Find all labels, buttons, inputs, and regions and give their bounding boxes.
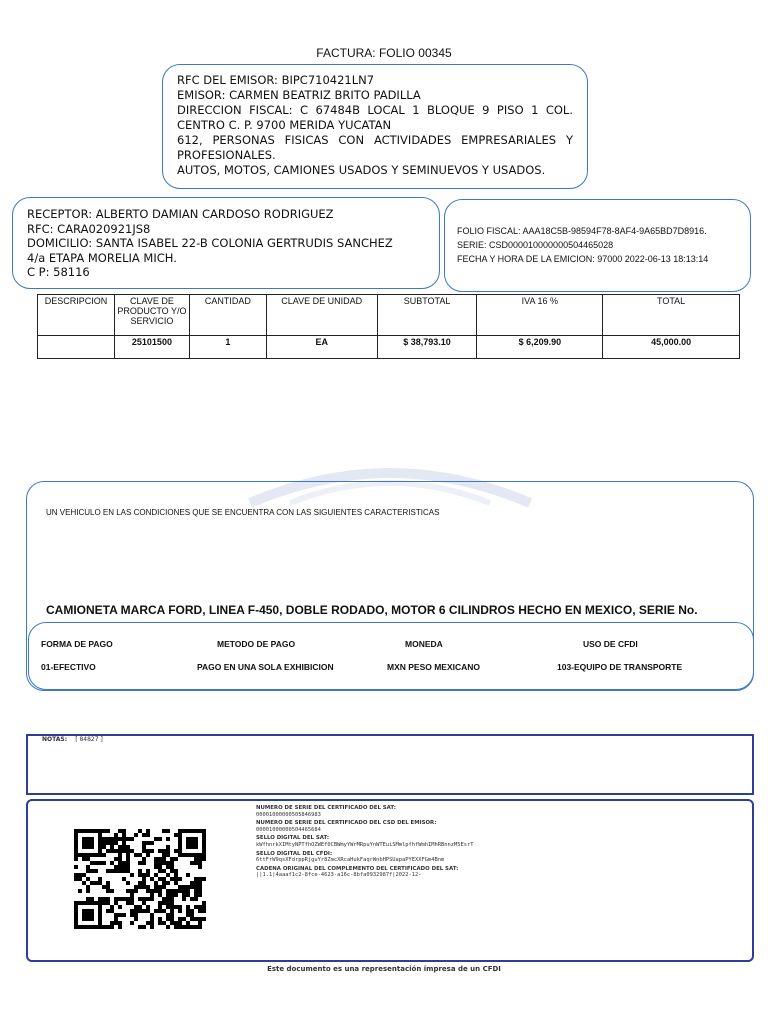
header-iva: IVA 16 % [477, 295, 603, 336]
folio-fecha: FECHA Y HORA DE LA EMICION: 97000 2022-06-13 18:13:14 [457, 254, 709, 264]
forma-pago-label: FORMA DE PAGO [41, 639, 113, 649]
cadena-original-label: CADENA ORIGINAL DEL COMPLEMENTO DEL CERTIFICADO DEL SAT: [256, 865, 459, 872]
csd-cert-value: 00001000000504465684 [256, 826, 321, 833]
table-row [38, 336, 740, 359]
sat-cert-label: NUMERO DE SERIE DEL CERTIFICADO DEL SAT: [256, 805, 396, 811]
moneda-label: MONEDA [405, 639, 443, 649]
uso-cfdi-value: 103-EQUIPO DE TRANSPORTE [557, 662, 683, 672]
items-table [37, 294, 740, 359]
csd-cert-label: NUMERO DE SERIE DEL CERTIFICADO DEL CSD DEL EMISOR: [256, 820, 437, 827]
header-total: TOTAL [603, 295, 740, 336]
metodo-pago-label: METODO DE PAGO [217, 639, 296, 649]
uso-cfdi-label: USO DE CFDI [583, 639, 638, 649]
emisor-giro: AUTOS, MOTOS, CAMIONES USADOS Y SEMINUEVOS Y USADOS. [177, 163, 546, 177]
emisor-address: DIRECCION FISCAL: C 67484B LOCAL 1 BLOQUE 9 PISO 1 COL. [177, 103, 573, 117]
folio-fiscal: FOLIO FISCAL: AAA18C5B-98594F78-8AF4-9A65BD7D8916. [457, 226, 707, 236]
sat-stamp-text [256, 803, 746, 879]
sello-cfdi-value: 6ttFrW9qsXFdrppRjguYr8ZmcXRcaHukFaqrWnbHPSUapaPYEXXFGm4Bnm [256, 857, 445, 864]
sello-cfdi-label: SELLO DIGITAL DEL CFDI: [256, 850, 333, 857]
footer-note: Este documento es una representación impresa de un CFDI [267, 965, 501, 973]
header-clave-unidad: CLAVE DE UNIDAD [266, 295, 377, 336]
sello-sat-label: SELLO DIGITAL DEL SAT: [256, 835, 329, 842]
cell-cantidad: 1 [189, 336, 266, 359]
emisor-rfc: RFC DEL EMISOR: BIPC710421LN7 [177, 73, 375, 87]
items-header-row [38, 295, 740, 336]
sat-cert-value: 00001000000505846983 [256, 811, 321, 818]
header-clave-producto: CLAVE DE PRODUCTO Y/O SERVICIO [114, 295, 189, 336]
description-text: UN VEHICULO EN LAS CONDICIONES QUE SE ENCUENTRA CON LAS SIGUIENTES CARACTERISTICAS [46, 508, 440, 517]
notas-label [42, 736, 103, 743]
vehicle-description: CAMIONETA MARCA FORD, LINEA F-450, DOBLE RODADO, MOTOR 6 CILINDROS HECHO EN MEXICO, SERIE No. [46, 603, 698, 617]
cell-iva: $ 6,209.90 [477, 336, 603, 359]
emisor-name: EMISOR: CARMEN BEATRIZ BRITO PADILLA [177, 88, 421, 102]
emisor-centro: CENTRO C. P. 9700 MERIDA YUCATAN [177, 118, 392, 132]
cell-clave-unidad: EA [266, 336, 377, 359]
receptor-box [12, 197, 440, 289]
notas-box [26, 734, 754, 795]
metodo-pago-value: PAGO EN UNA SOLA EXHIBICION [197, 662, 334, 672]
receptor-domicilio: DOMICILIO: SANTA ISABEL 22-B COLONIA GERTRUDIS SANCHEZ [27, 236, 393, 251]
folio-box [444, 199, 751, 292]
notas-value: [ 84827 ] [75, 736, 103, 743]
cell-descripcion [38, 336, 115, 359]
cell-clave-producto: 25101500 [114, 336, 189, 359]
receptor-name: RECEPTOR: ALBERTO DAMIAN CARDOSO RODRIGUEZ [27, 207, 334, 221]
header-subtotal: SUBTOTAL [377, 295, 477, 336]
header-cantidad: CANTIDAD [189, 295, 266, 336]
moneda-value: MXN PESO MEXICANO [387, 662, 481, 672]
receptor-etapa: 4/a ETAPA MORELIA MICH. [27, 250, 177, 265]
payment-box [28, 622, 754, 690]
qr-code [74, 829, 206, 929]
header-descripcion: DESCRIPCION [38, 295, 115, 336]
receptor-rfc: RFC: CARA020921JS8 [27, 221, 151, 236]
sello-sat-value: kWfhnrkXIMtyNPTfhOZWEf0CBWmyYWrMRpuYnWTEuiSMmlpfhfWmhIMhRBnnzM5EsrT [256, 841, 474, 848]
cadena-original-value: ||1.1|4aaaf1c2-8fce-4623-a16c-8bfa0932987f|2022-12- [256, 872, 422, 879]
forma-pago-value: 01-EFECTIVO [41, 662, 96, 672]
emisor-regimen: 612, PERSONAS FISICAS CON ACTIVIDADES EMPRESARIALES Y [177, 133, 573, 147]
folio-serie: SERIE: CSD000010000000504465028 [457, 240, 614, 250]
receptor-cp: C P: 58116 [27, 265, 90, 280]
emisor-box [162, 64, 588, 189]
emisor-regimen-cont: PROFESIONALES. [177, 148, 276, 162]
notas-title: NOTAS: [42, 736, 68, 743]
invoice-title: FACTURA: FOLIO 00345 [316, 46, 452, 60]
cell-total: 45,000.00 [603, 336, 740, 359]
cell-subtotal: $ 38,793.10 [377, 336, 477, 359]
